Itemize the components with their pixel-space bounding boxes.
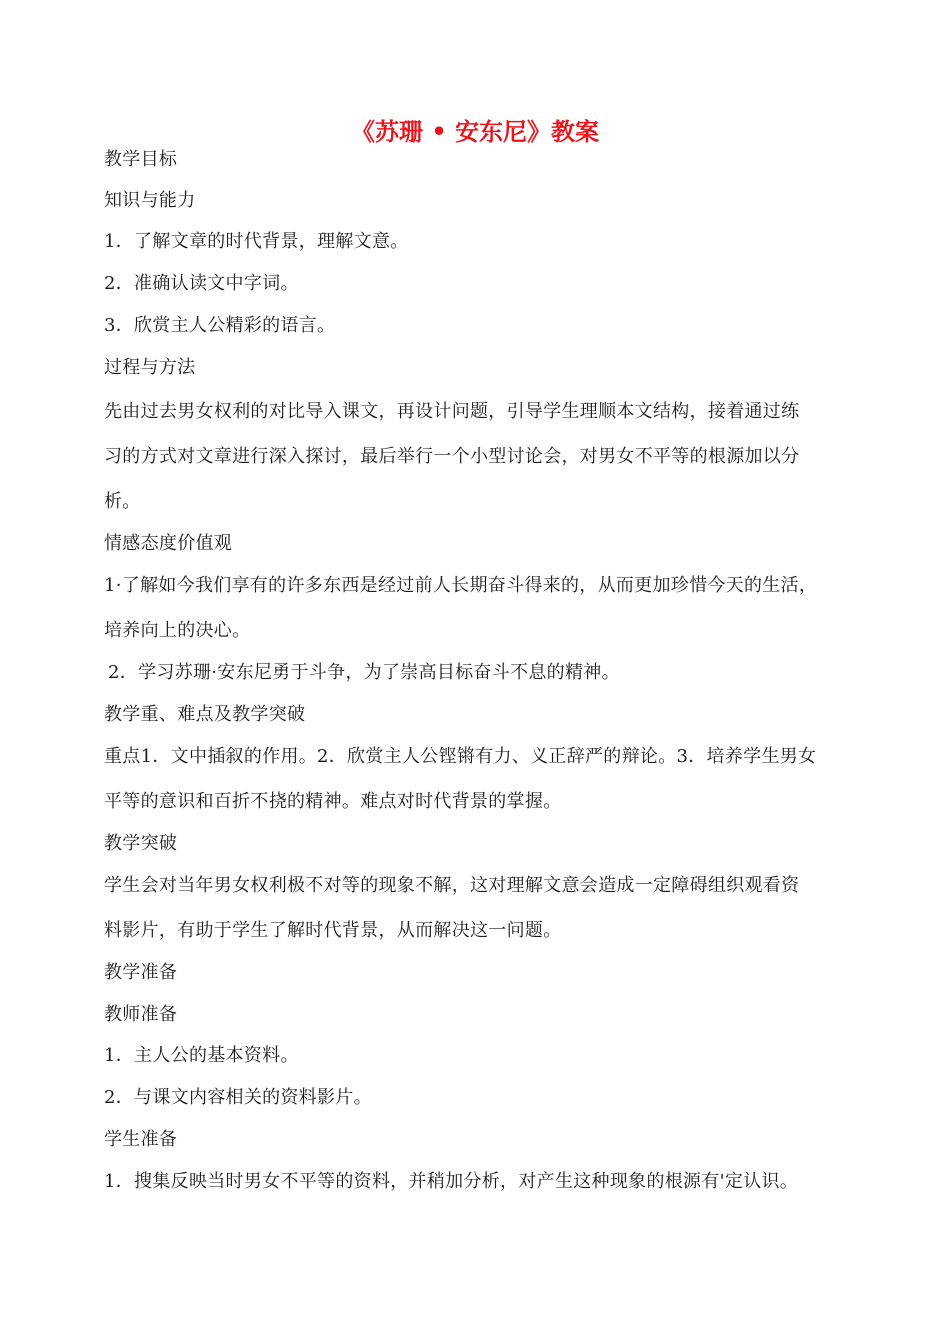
list-item: 3．欣赏主人公精彩的语言。: [104, 315, 336, 336]
subheading-emotion-values: 情感态度价值观: [104, 533, 233, 554]
paragraph-line: 平等的意识和百折不挠的精神。难点对时代背景的掌握。: [104, 791, 562, 812]
paragraph-line: 培养向上的决心。: [104, 620, 251, 641]
paragraph-line: 学生会对当年男女权利极不对等的现象不解，这对理解文意会造成一定障碍组织观看资: [104, 875, 800, 896]
subheading-process-method: 过程与方法: [104, 357, 196, 378]
paragraph-line: 先由过去男女权利的对比导入课文，再设计问题，引导学生理顺本文结构，接着通过练: [104, 401, 800, 422]
list-item: 1．搜集反映当时男女不平等的资料，并稍加分析，对产生这种现象的根源有'定认识。: [104, 1171, 799, 1192]
list-item: 2．准确认读文中字词。: [104, 273, 299, 294]
heading-key-points: 教学重、难点及教学突破: [104, 704, 306, 725]
heading-teaching-goals: 教学目标: [104, 149, 178, 170]
paragraph-line: 重点1．文中插叙的作用。2．欣赏主人公铿锵有力、义正辞严的辩论。3．培养学生男女: [104, 746, 817, 767]
subheading-teaching-breakthrough: 教学突破: [104, 833, 178, 854]
paragraph-line: 1·了解如今我们享有的许多东西是经过前人长期奋斗得来的，从而更加珍惜今天的生活，: [104, 575, 818, 596]
heading-teaching-preparation: 教学准备: [104, 962, 178, 983]
paragraph-line: 料影片，有助于学生了解时代背景，从而解决这一问题。: [104, 920, 562, 941]
list-item: 1．主人公的基本资料。: [104, 1045, 299, 1066]
subheading-student-preparation: 学生准备: [104, 1129, 178, 1150]
paragraph-line: 习的方式对文章进行深入探讨，最后举行一个小型讨论会，对男女不平等的根源加以分: [104, 446, 800, 467]
list-item: 2．学习苏珊·安东尼勇于斗争，为了崇高目标奋斗不息的精神。: [108, 662, 620, 683]
subheading-knowledge-ability: 知识与能力: [104, 190, 196, 211]
document-title: 《苏珊 • 安东尼》教案: [350, 117, 600, 146]
list-item: 1．了解文章的时代背景，理解文意。: [104, 231, 409, 252]
paragraph-line: 析。: [104, 491, 141, 512]
subheading-teacher-preparation: 教师准备: [104, 1004, 178, 1025]
list-item: 2．与课文内容相关的资料影片。: [104, 1087, 372, 1108]
